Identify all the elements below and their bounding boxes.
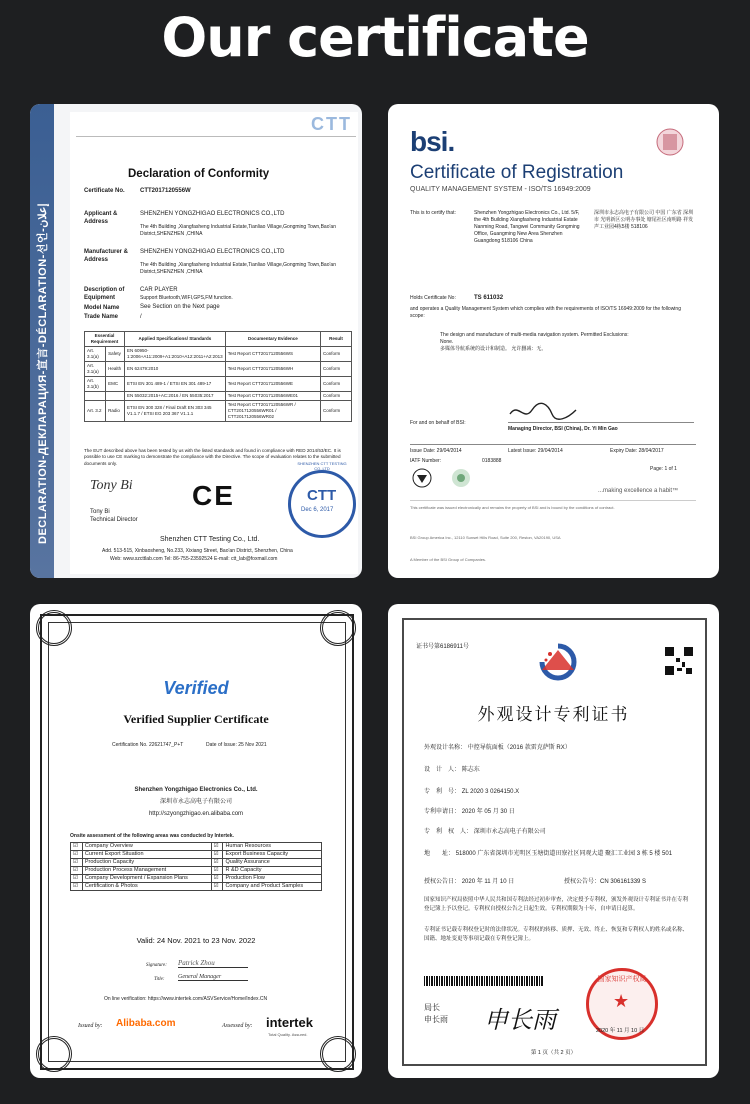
signature-label: Signature: — [146, 963, 167, 968]
ctt-side-band — [30, 104, 54, 578]
area-item: Human Resources — [223, 843, 322, 851]
assessment-table — [70, 842, 322, 891]
signer-name: Tony Bi — [90, 509, 110, 515]
manufacturer-label: Manufacturer & Address — [84, 249, 129, 263]
director-signature: 申长雨 — [484, 1008, 556, 1034]
ctt-heading: Declaration of Conformity — [128, 168, 270, 180]
stamp-date: Dec 6, 2017 — [301, 507, 334, 513]
field-label: 专利申请日： — [424, 809, 461, 815]
table-row — [71, 843, 322, 851]
field-label: 专 利 权 人： — [424, 829, 473, 835]
field-value: 2020 年 05 月 30 日 — [461, 809, 515, 815]
latest-issue: Latest Issue: 29/04/2014 — [508, 448, 563, 454]
iatf-logo-icon — [448, 468, 474, 488]
table-cell: ETSI EN 301 489-1 / ETSI EN 301 489-17 — [125, 377, 226, 392]
certification-no: Certification No. 22621747_P+T — [112, 742, 184, 748]
stamp-ring-text: SHENZHEN CTT TESTING CO.,LTD — [297, 461, 347, 471]
table-cell: Health — [106, 362, 125, 377]
table-cell: Safety — [106, 347, 125, 362]
ctt-divider — [76, 136, 356, 137]
table-row — [85, 392, 352, 401]
applicant-name: SHENZHEN YONGZHIGAO ELECTRONICS CO.,LTD — [140, 211, 285, 217]
bsi-signer: Managing Director, BSI (China), Dr. Yi Min Gao — [508, 426, 618, 432]
field-row-2 — [424, 788, 694, 796]
check-icon: ☑ — [211, 843, 223, 851]
corner-ornament-icon — [320, 610, 356, 646]
table-cell: Conform — [321, 347, 352, 362]
supplier-url[interactable]: http://szyongzhigao.en.alibaba.com — [148, 811, 244, 817]
check-icon: ☑ — [211, 851, 223, 859]
description-label: Description of Equipment — [84, 287, 125, 301]
table-cell: EN 55032:2015+AC:2016 / EN 55035:2017 — [125, 392, 226, 401]
table-row — [71, 859, 322, 867]
bsi-footer-2: BSI Group America Inc., 12110 Sunset Hills Road, Suite 200, Reston, VA20190, USA — [410, 535, 561, 540]
patent-body-2: 专利证书记载专利权登记时的法律状况。专利权的转移、质押、无效、终止、恢复和专利权人的姓名或名称、国籍、地址变更等事项记载在专利登记簿上。 — [424, 927, 689, 942]
table-cell: Test Report CTT2017120556WE — [225, 377, 320, 392]
table-row — [71, 867, 322, 875]
table-cell — [85, 392, 106, 401]
iatf-number: 0183888 — [482, 458, 502, 464]
director-name: 申长雨 — [424, 1015, 448, 1024]
stamp-center: CTT — [307, 487, 337, 504]
table-header: Documentary Evidence — [225, 332, 320, 347]
statement-text: The EUT described above has been tested by us with the listed standards and found in compliance with RED 2014/53/EC. It is possible to use CE marking to demonstrate the compliance with the Directive. The scope of evaluation relates to the submitted documents only. — [84, 448, 341, 466]
area-item: R &D Capacity — [223, 867, 322, 875]
company-en: Shenzhen Yongzhigao Electronics Co., Ltd. 5/F, the 4th Building Xiangfasheng Industrial Estate Nanming Road, Tangwei Community Gongming Office, Guangming New Area Shenzhen Guangdong 518106 China — [474, 210, 580, 244]
field-label: 设 计 人： — [424, 767, 461, 773]
field-value: 2020 年 11 月 10 日 — [461, 879, 515, 885]
holds-cert-no: TS 611032 — [474, 295, 504, 301]
area-item: Quality Assurance — [223, 859, 322, 867]
verified-heading: Verified Supplier Certificate — [123, 712, 269, 726]
footer-line — [410, 500, 696, 501]
field-label: 专 利 号： — [424, 789, 461, 795]
table-cell: Conform — [321, 401, 352, 422]
ctt-certificate-card[interactable] — [30, 104, 362, 578]
table-cell: ETSI EN 300 328 / Final Draft EN 303 345 V1.1.7 / ETSI EG 203 367 V1.1.1 — [125, 401, 226, 422]
patent-certificate-card[interactable] — [388, 604, 719, 1078]
field-value: 陈志东 — [461, 767, 480, 773]
description-value: CAR PLAYER — [140, 287, 178, 293]
table-cell: Art. 3.1(a) — [85, 347, 106, 362]
table-cell: EN 60950-1:2006+A11:2009+A1:2010+A12:2011+A2:2013 — [125, 347, 226, 362]
area-item: Production Process Management — [82, 867, 211, 875]
title-label: Title: — [154, 977, 165, 982]
corner-ornament-icon — [320, 1036, 356, 1072]
bsi-certificate-card[interactable] — [388, 104, 719, 578]
intertek-logo: intertek — [266, 1015, 313, 1030]
cert-label: Certificate No. — [84, 188, 125, 194]
table-cell: Test Report CTT2017120556WH — [225, 362, 320, 377]
operates-text: and operates a Quality Management System which complies with the requirements of ISO/TS 16949:2009 for the following scope: — [410, 306, 681, 319]
area-item: Company and Product Samples — [223, 883, 322, 891]
ctt-stamp — [288, 461, 356, 538]
manufacturer-name: SHENZHEN YONGZHIGAO ELECTRONICS CO.,LTD — [140, 249, 285, 255]
trade-value: / — [140, 314, 142, 320]
patent-border — [402, 618, 707, 1066]
field-row-0 — [424, 744, 694, 752]
check-icon: ☑ — [211, 875, 223, 883]
corner-ornament-icon — [36, 610, 72, 646]
table-cell: Art. 3.1(b) — [85, 377, 106, 392]
bsi-subheading: QUALITY MANAGEMENT SYSTEM - ISO/TS 16949:2009 — [410, 186, 591, 193]
qr-code-icon — [664, 646, 694, 676]
field-value: 深圳市永志高电子有限公司 — [473, 829, 546, 835]
field-value: ZL 2020 3 0264150.X — [461, 789, 520, 795]
field-row-5 — [424, 850, 694, 858]
check-icon: ☑ — [71, 843, 83, 851]
field-row-3 — [424, 808, 694, 816]
verified-company-cn: 深圳市永志高电子有限公司 — [159, 799, 232, 805]
patent-heading: 外观设计专利证书 — [477, 705, 630, 725]
model-label: Model Name — [84, 305, 120, 311]
verified-logo: Verified — [163, 678, 229, 698]
scope-text-cn: 多媒体导航系统的设计和制造。 允许删减：无。 — [440, 346, 547, 352]
table-row — [71, 883, 322, 891]
field-label: 外观设计名称： — [424, 745, 467, 751]
stamp-ring-text: 国家知识产权局 — [597, 976, 647, 983]
table-cell: Test Report CTT2017120556WS — [225, 347, 320, 362]
check-icon: ☑ — [211, 883, 223, 891]
bsi-footer-3: A Member of the BSI Group of Companies. — [410, 557, 487, 562]
table-cell: Test Report CTT2017120556WE01 — [225, 392, 320, 401]
description-value-2: Support Bluetooth,WIFI,GPS,FM function. — [140, 295, 233, 301]
online-verification[interactable]: On line verification: https://www.intertek.com/ASVService/Home/Index.CN — [104, 996, 268, 1002]
ctt-cert-no: CTT2017120556W — [140, 188, 191, 194]
issue-date: Issue Date: 29/04/2014 — [410, 448, 462, 454]
field-row-6 — [424, 878, 564, 886]
issue-date: Date of Issue: 25 Nov 2021 — [206, 742, 267, 748]
table-row — [71, 851, 322, 859]
check-icon: ☑ — [71, 867, 83, 875]
page-title: Our certificate — [161, 6, 589, 69]
corner-ornament-icon — [36, 1036, 72, 1072]
applicant-label: Applicant & Address — [84, 211, 118, 225]
check-icon: ☑ — [71, 851, 83, 859]
model-value: See Section on the Next page — [140, 304, 220, 310]
bsi-logo: bsi. — [410, 126, 455, 157]
area-item: Current Export Situation — [82, 851, 211, 859]
table-row — [85, 377, 352, 392]
table-cell: Test Report CTT2017120556WR / CTT2017120556WR01 / CTT2017120556WR02 — [225, 401, 320, 422]
table-cell: Radio — [106, 401, 125, 422]
table-row — [85, 401, 352, 422]
check-icon: ☑ — [211, 859, 223, 867]
intertek-tagline: Total Quality. Assured. — [268, 1032, 308, 1037]
trade-label: Trade Name — [84, 314, 119, 320]
field-label: 授权公告日： — [424, 879, 461, 885]
issued-by-label: Issued by: — [78, 1023, 103, 1029]
table-cell: EN 62479:2010 — [125, 362, 226, 377]
bsi-heading: Certificate of Registration — [410, 162, 624, 183]
bsi-mark-icon — [412, 468, 432, 488]
area-item: Company Overview — [82, 843, 211, 851]
ctt-logo: CTT — [311, 114, 352, 134]
area-item: Production Capacity — [82, 859, 211, 867]
ctt-paper — [70, 112, 358, 574]
onsite-text: Onsite assessment of the following areas was conducted by Intertek. — [70, 833, 234, 839]
patent-emblem-icon — [536, 642, 580, 682]
table-row — [85, 347, 352, 362]
table-header-row — [85, 332, 352, 347]
patent-date-stamp: 2020 年 11 月 10 日 — [596, 1028, 645, 1034]
area-item: Production Flow — [223, 875, 322, 883]
field-row-4 — [424, 828, 694, 836]
expiry-date: Expiry Date: 28/04/2017 — [610, 448, 664, 454]
stamp-star-icon: ★ — [613, 991, 630, 1011]
table-cell: Conform — [321, 377, 352, 392]
patent-cert-no: 证书号第6186911号 — [416, 644, 469, 650]
holds-label: Holds Certificate No: — [410, 295, 456, 301]
company-address: Add. 513-515, Xinbaosheng, No.233, Xixiang Street, Bao'an District, Shenzhen, China — [102, 548, 293, 554]
ce-mark: CE — [192, 480, 235, 511]
crest-icon — [650, 124, 690, 164]
area-item: Export Business Capacity — [223, 851, 322, 859]
title-value: General Manager — [178, 974, 248, 981]
grant-no: 授权公告号：CN 306161339 S — [564, 879, 647, 885]
verified-company: Shenzhen Yongzhigao Electronics Co., Ltd. — [134, 787, 258, 793]
patent-body: 国家知识产权局依照中华人民共和国专利法经过初步审查，决定授予专利权，颁发外观设计专利证书并在专利登记簿上予以登记。专利权自授权公告之日起生效。专利权期限为十年，自申请日起算。 — [424, 897, 689, 912]
check-icon: ☑ — [211, 867, 223, 875]
check-icon: ☑ — [71, 875, 83, 883]
table-cell — [106, 392, 125, 401]
signature-line — [508, 422, 694, 423]
table-cell: Conform — [321, 362, 352, 377]
manufacturer-addr: The 4th Building ,Xiangfasheng Industrial Estate,Tianliao Village,Gongming Town,Bao'an District,SHENZHEN ,CHINA — [140, 262, 336, 275]
area-item: Certification & Photos — [82, 883, 211, 891]
table-cell: EMC — [106, 377, 125, 392]
iatf-label: IATF Number: — [410, 458, 442, 464]
check-icon: ☑ — [71, 883, 83, 891]
field-value: 518000 广东省深圳市光明区玉塘街道田寮社区同观大道 聚汇工业园 3 栋 5 楼 501 — [455, 851, 673, 857]
signature: Tony Bi — [90, 478, 133, 493]
bsi-footer-1: This certificate was issued electronically and remains the property of BSI and is bound by the conditions of contract. — [410, 505, 615, 510]
field-row-1 — [424, 766, 694, 774]
verified-certificate-card[interactable] — [30, 604, 362, 1078]
field-label: 地 址： — [424, 851, 455, 857]
scope-text: The design and manufacture of multi-media navigation system. Permitted Exclusions: None. — [440, 332, 629, 345]
signer-title: Technical Director — [90, 517, 138, 523]
area-item: Company Development / Expansion Plans — [82, 875, 211, 883]
applicant-addr: The 4th Building ,Xiangfasheng Industrial Estate,Tianliao Village,Gongming Town,Bao'an District,SHENZHEN ,CHINA — [140, 224, 336, 237]
company-contact: Web: www.szcttlab.com Tel: 86-755-23592524 E-mail: ctt_lab@foxmail.com — [110, 556, 278, 562]
assessed-by-label: Assessed by: — [222, 1023, 253, 1029]
table-row — [71, 875, 322, 883]
alibaba-logo: Alibaba.com — [116, 1018, 176, 1029]
validity: Valid: 24 Nov. 2021 to 23 Nov. 2022 — [136, 936, 256, 945]
table-cell: Art. 3.2 — [85, 401, 106, 422]
evidence-table — [84, 331, 352, 422]
table-cell: Art. 3.1(a) — [85, 362, 106, 377]
bsi-tagline: ...making excellence a habit™ — [598, 488, 679, 494]
barcode — [424, 976, 544, 986]
certify-label: This is to certify that: — [410, 210, 456, 216]
company-cn: 深圳市永志高电子有限公司 中国 广东省 深圳市 光明新区公明办事处 塘尾社区南明路 祥发声工业园4栋5楼 518106 — [594, 210, 694, 230]
director-label: 局长 — [424, 1003, 440, 1012]
check-icon: ☑ — [71, 859, 83, 867]
company-name: Shenzhen CTT Testing Co., Ltd. — [160, 536, 260, 543]
table-cell: Conform — [321, 392, 352, 401]
signature-value: Patrick Zhou — [178, 959, 248, 968]
patent-page: 第 1 页（共 2 页） — [530, 1050, 577, 1056]
table-row — [85, 362, 352, 377]
behalf-label: For and on behalf of BSI: — [410, 420, 466, 426]
side-band-text: DECLARATION-ДЕКЛАРАЦИЯ-宣言-DÉCLARATION-선언-إعلان — [37, 203, 49, 544]
dates-line — [410, 444, 696, 445]
table-header: Applied Specifications/ Standards — [125, 332, 226, 347]
field-value: 中控导航面板（2016 款雷克萨斯 RX） — [467, 745, 571, 751]
table-header: Essential Requirement — [85, 332, 125, 347]
page-label: Page: 1 of 1 — [650, 466, 677, 472]
table-header: Result — [321, 332, 352, 347]
